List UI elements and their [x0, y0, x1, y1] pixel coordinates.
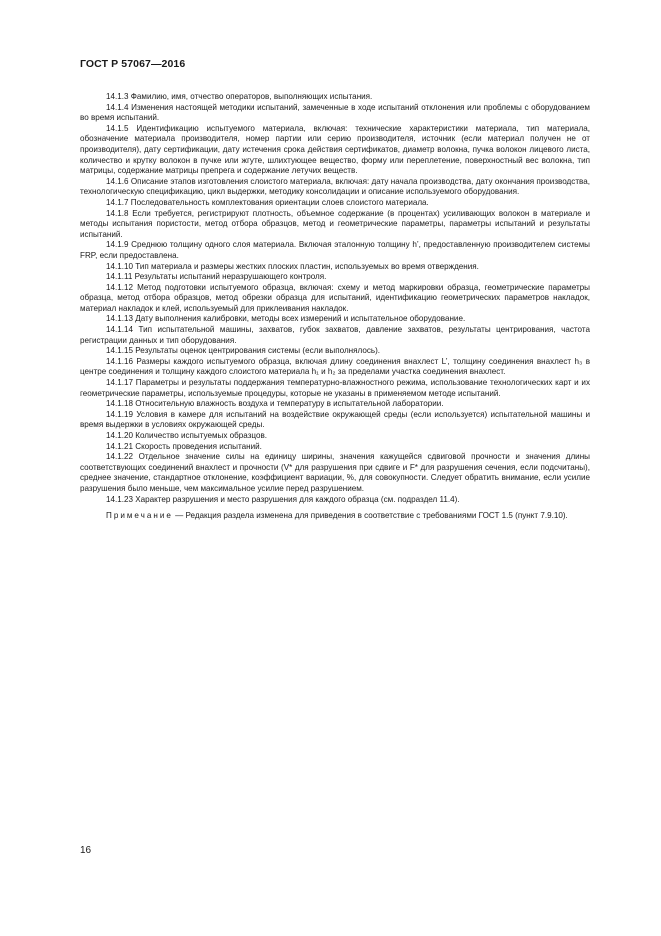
document-body [80, 92, 590, 522]
paragraph: 14.1.6 Описание этапов изготовления слоистого материала, включая: дату начала производства, дату окончания производства, технологическую спецификацию, цикл выдержки, методику консолидации и описание используемого оборудования. [80, 176, 590, 197]
paragraph: 14.1.8 Если требуется, регистрируют плотность, объемное содержание (в процентах) усиливающих волокон в материале и методы испытания пористости, метод отбора образцов, метод и геометрические параметры, параметры испытаний и результаты испытаний. [80, 208, 590, 239]
note-label: Примечание [106, 511, 173, 521]
note [80, 511, 590, 522]
paragraph: 14.1.18 Относительную влажность воздуха и температуру в испытательной лаборатории. [106, 399, 444, 409]
paragraph: 14.1.3 Фамилию, имя, отчество операторов, выполняющих испытания. [106, 92, 373, 101]
paragraph: 14.1.12 Метод подготовки испытуемого образца, включая: схему и метод маркировки образца, геометрические параметры образца, метод отбора образцов, метод обрезки образца для испытаний, идентификацию геометрических параметров накладок, материал накладок и клей, используемый для приклеивания накладок. [80, 282, 590, 313]
paragraph: 14.1.15 Результаты оценок центрирования системы (если выполнялось). [106, 346, 381, 356]
note-text: — Редакция раздела изменена для приведения в соответствие с требованиями ГОСТ 1.5 (пункт 7.9.10). [172, 511, 568, 521]
paragraph: 14.1.22 Отдельное значение силы на единицу ширины, значения кажущейся сдвиговой прочности и значения длины соответствующих соединений внахлест и прочности (V* для разрушения при сдвиге и F* для разрушения сечения, если подсчитаны), среднее значение, стандартное отклонение, коэффициент вариации, %, для совокупности. Следует обратить внимание, если усилие разрушения было меньше, чем максимальное усилие перед разрушением. [80, 452, 590, 493]
paragraph: 14.1.21 Скорость проведения испытаний. [106, 441, 262, 451]
paragraph: 14.1.11 Результаты испытаний неразрушающего контроля. [106, 272, 327, 282]
paragraph: 14.1.23 Характер разрушения и место разрушения для каждого образца (см. подраздел 11.4). [106, 494, 460, 504]
paragraph: 14.1.13 Дату выполнения калибровки, методы всех измерений и испытательное оборудование. [106, 314, 466, 324]
paragraph: 14.1.5 Идентификацию испытуемого материала, включая: технические характеристики материала, тип материала, обозначение материала производителя, номер партии или серию производителя, источник (если материал получен не от производителя), дату сертификации, дату истечения срока действия сертификатов, диаметр волокна, пучка волокон лицевого листа, количество и крутку волокон в пучке или жгуте, шлихтующее вещество, форму или переплетение, поверхностный вес волокна, тип матрицы, содержание матрицы препрега и содержание летучих веществ. [80, 123, 590, 176]
paragraph: 14.1.16 Размеры каждого испытуемого образца, включая длину соединения внахлест L’, толщину соединения внахлест h₃ в центре соединения и толщину каждого слоистого материала h₁ и h₂ за пределами участка соединения внахлест. [80, 356, 590, 377]
paragraph: 14.1.9 Среднюю толщину одного слоя материала. Включая эталонную толщину h’, предоставленную производителем системы FRP, если предоставлена. [80, 240, 590, 260]
paragraph: 14.1.17 Параметры и результаты поддержания температурно-влажностного режима, использование технологических карт и их геометрические параметры, используемые процедуры, которые не указаны в применяемом методе испытаний. [80, 378, 590, 398]
document-header: ГОСТ Р 57067—2016 [80, 58, 186, 70]
page-number: 16 [80, 845, 92, 856]
paragraph: 14.1.20 Количество испытуемых образцов. [106, 431, 268, 440]
paragraph: 14.1.7 Последовательность комплектования ориентации слоев слоистого материала. [106, 197, 429, 207]
paragraph: 14.1.19 Условия в камере для испытаний на воздействие окружающей среды (если используется) испытательной машины и время выдержки в условиях окружающей среды. [80, 409, 590, 430]
paragraph: 14.1.10 Тип материала и размеры жестких плоских пластин, используемых во время отверждения. [106, 261, 479, 271]
paragraph: 14.1.4 Изменения настоящей методики испытаний, замеченные в ходе испытаний отклонения или проблемы с оборудованием во время испытаний. [80, 102, 590, 123]
paragraph: 14.1.14 Тип испытательной машины, захватов, губок захватов, давление захватов, результаты центрирования, частота регистрации данных и тип оборудования. [80, 325, 590, 345]
